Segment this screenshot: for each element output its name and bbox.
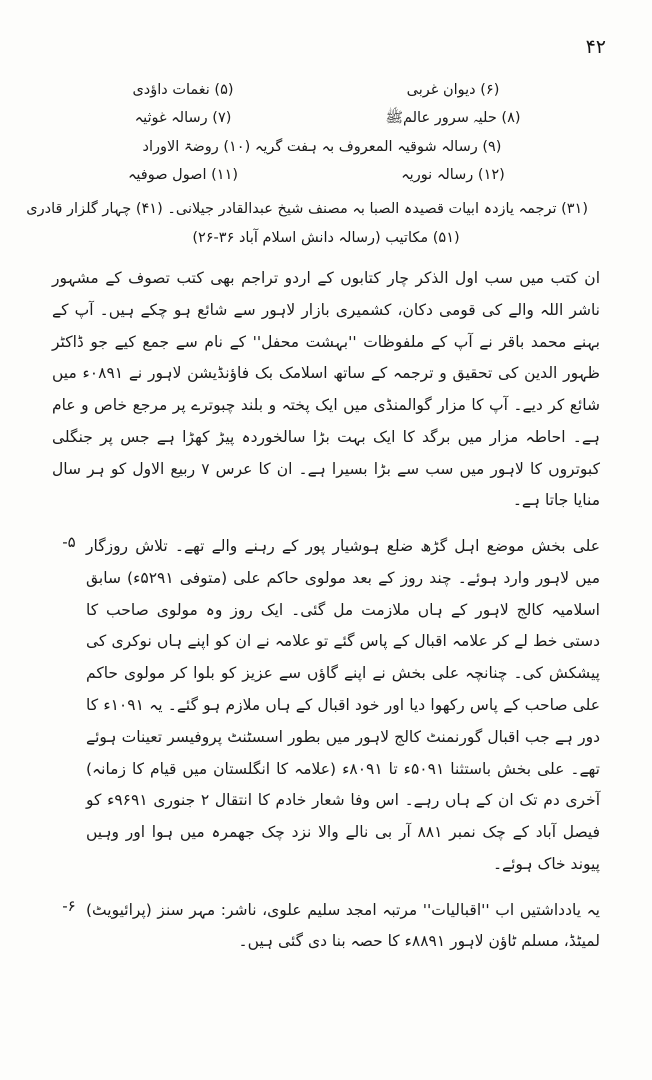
title-entry-right: (۵) نغمات داؤدی <box>132 82 234 98</box>
title-row <box>56 76 588 104</box>
footnote-marker: ۶- <box>62 896 76 915</box>
body-paragraph: ان کتب میں سب اول الذکر چار کتابوں کے اردو تراجم بھی کتب تصوف کے مشہور ناشر اللہ والے کی قومی دکان، کشمیری بازار لاہور سے شائع ہو چکے ہیں۔ آپ کے بہنے محمد باقر نے آپ کے ملفوظات ''بہشت محفل'' کے نام سے جمع کیے جو ڈاکٹر ظہور الدین کی تحقیق و ترجمہ کے ساتھ اسلامک بک فاؤنڈیشن لاہور نے ۱۹۸۰ء میں شائع کر دیے۔ آپ کا مزار گوالمنڈی میں ایک پختہ و بلند چبوترے پر مرجع خاص و عام ہے۔ احاطہ مزار میں برگد کا ایک بہت بڑا سالخوردہ پیڑ کھڑا ہے جس پر جنگلی کبوتروں کا لاہور میں سب سے بڑا بسیرا ہے۔ ان کا عرس ۷ ربیع الاول کو ہر سال منایا جاتا ہے۔ <box>52 269 600 510</box>
footnote-item-6 <box>52 895 600 959</box>
title-row <box>56 161 588 189</box>
footnote-item-5 <box>52 531 600 880</box>
title-entry-right: (۹) رسالہ شوقیہ المعروف بہ ہفت گریہ (۱۰) روضۃ الاوراد <box>142 138 502 155</box>
footnote-text: علی بخش موضع اہل گڑھ ضلع ہوشیار پور کے رہنے والے تھے۔ تلاش روزگار میں لاہور وارد ہوئے۔ چند روز کے بعد مولوی حاکم علی (متوفی ۱۹۲۵ء) سابق اسلامیہ کالج لاہور کے ہاں ملازمت مل گئی۔ ایک روز وہ مولوی صاحب کا دستی خط لے کر علامہ اقبال کے پاس گئے تو علامہ نے ان کو اپنے ہاں نوکری کی پیشکش کی۔ چنانچہ علی بخش نے اپنے گاؤں سے عزیز کو بلوا کر مولوی حاکم علی صاحب کے پاس رکھوا دیا اور خود اقبال کے ہاں ملازم ہو گئے۔ یہ ۱۹۰۱ء کا دور ہے جب اقبال گورنمنٹ کالج لاہور میں بطور اسسٹنٹ پروفیسر تعینات ہوئے تھے۔ علی بخش باستثنا ۱۹۰۵ء تا ۱۹۰۸ء (علامہ کا انگلستان میں قیام کا زمانہ) آخری دم تک ان کے ہاں رہے۔ اس وفا شعار خادم کا انتقال ۲ جنوری ۱۹۶۹ء کو فیصل آباد کے چک نمبر ۱۸۸ آر بی نالے والا نزد چک جھمرہ میں ہوا اور وہیں پیوند خاک ہوئے۔ <box>86 537 600 873</box>
title-entry-right: (۷) رسالہ غوثیہ <box>134 110 232 127</box>
title-entry-line-15: (۱۵) مکاتیب (رسالہ دانش اسلام آباد ۶۳-۶۲) <box>192 230 460 247</box>
title-entry-line-13-14: (۱۳) ترجمہ یازدہ ابیات قصیدہ الصبا بہ مصنف شیخ عبدالقادر جیلانی۔ (۱۴) چہار گلزار قادری <box>26 201 588 218</box>
title-entry-left: (۱۲) رسالہ نوریہ <box>401 166 505 183</box>
title-entry-right: (۱۱) اصول صوفیہ <box>127 166 239 183</box>
title-row <box>56 104 588 132</box>
page-number: ۲۴ <box>585 36 606 58</box>
title-entry-left: (۸) حلیہ سرور عالمﷺ <box>385 110 521 127</box>
book-title-list <box>56 76 588 189</box>
footnote-marker: ۵- <box>62 533 76 552</box>
footnote-text: یہ یادداشتیں اب ''اقبالیات'' مرتبہ امجد سلیم علوی، ناشر: مہر سنز (پرائیویٹ) لمیٹڈ، مسلم ٹاؤن لاہور ۱۹۸۸ء کا حصہ بنا دی گئی ہیں۔ <box>86 900 600 951</box>
title-entry-left: (۶) دیوان غربی <box>406 82 500 98</box>
title-row <box>56 133 588 161</box>
